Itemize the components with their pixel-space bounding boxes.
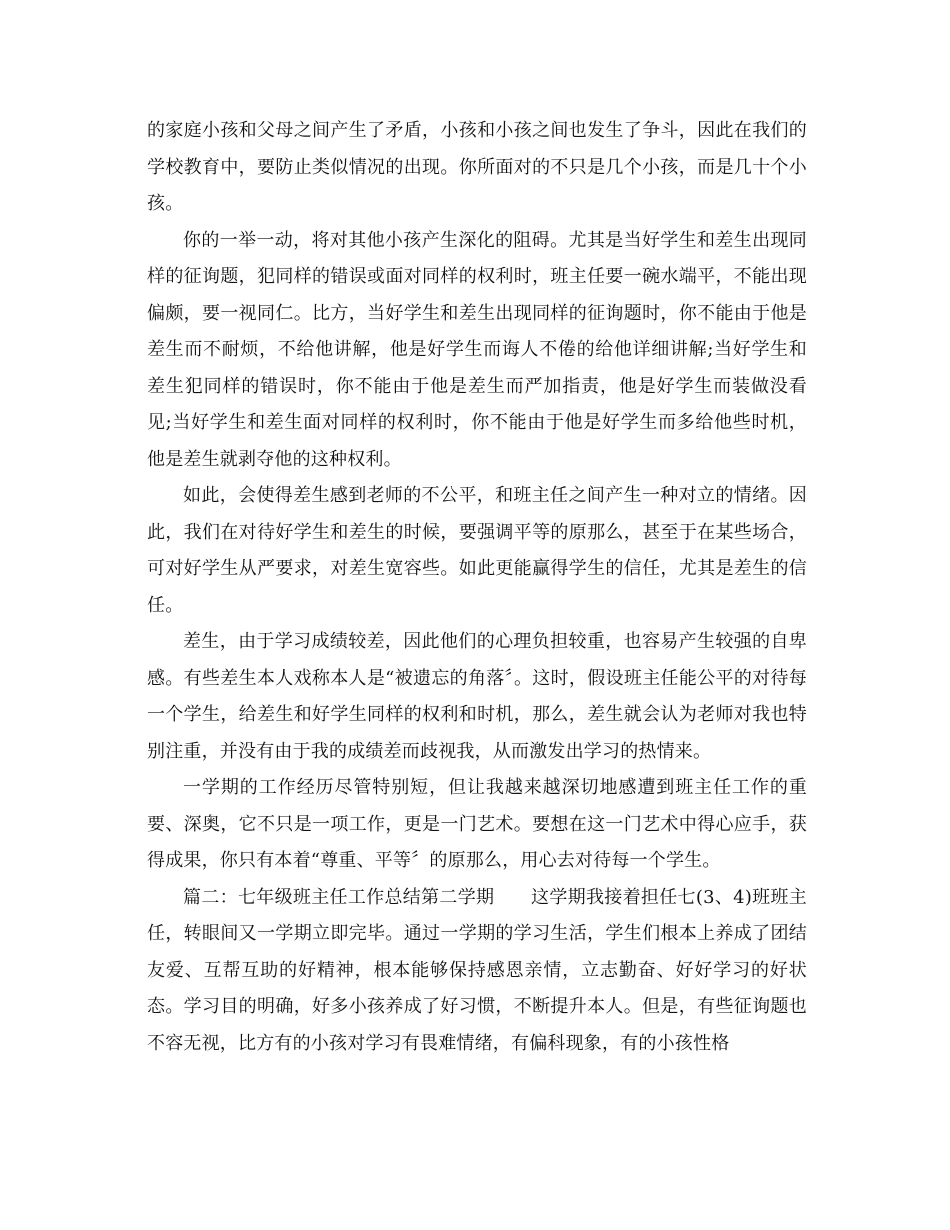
document-body <box>147 113 807 1062</box>
paragraph-3: 如此，会使得差生感到老师的不公平，和班主任之间产生一种对立的情绪。因此，我们在对待好学生和差生的时候，要强调平等的原那么，甚至于在某些场合，可对好学生从严要求，对差生宽容些。如此更能赢得学生的信任，尤其是差生的信任。 <box>147 485 807 616</box>
paragraph-6: 篇二：七年级班主任工作总结第二学期 这学期我接着担任七(3、4)班班主任，转眼间又一学期立即完毕。通过一学期的学习生活，学生们根本上养成了团结友爱、互帮互助的好精神，根本能够保持感恩亲情，立志勤奋、好好学习的好状态。学习目的明确，好多小孩养成了好习惯，不断提升本人。但是，有些征询题也不容无视，比方有的小孩对学习有畏难情绪，有偏科现象，有的小孩性格 <box>147 886 807 1054</box>
paragraph-2: 你的一举一动，将对其他小孩产生深化的阻碍。尤其是当好学生和差生出现同样的征询题，犯同样的错误或面对同样的权利时，班主任要一碗水端平，不能出现偏颇，要一视同仁。比方，当好学生和差生出现同样的征询题时，你不能由于他是差生而不耐烦，不给他讲解，他是好学生而诲人不倦的给他详细讲解;当好学生和差生犯同样的错误时，你不能由于他是差生而严加指责，他是好学生而装做没看见;当好学生和差生面对同样的权利时，你不能由于他是好学生而多给他些时机，他是差生就剥夺他的这种权利。 <box>147 229 807 470</box>
paragraph-4: 差生，由于学习成绩较差，因此他们的心理负担较重，也容易产生较强的自卑感。有些差生本人戏称本人是“被遗忘的角落〞。这时，假设班主任能公平的对待每一个学生，给差生和好学生同样的权利和时机，那么，差生就会认为老师对我也特别注重，并没有由于我的成绩差而歧视我，从而激发出学习的热情来。 <box>147 631 807 762</box>
paragraph-5: 一学期的工作经历尽管特别短，但让我越来越深切地感遭到班主任工作的重要、深奥，它不只是一项工作，更是一门艺术。要想在这一门艺术中得心应手，获得成果，你只有本着“尊重、平等〞的原那么，用心去对待每一个学生。 <box>147 777 807 871</box>
paragraph-1: 的家庭小孩和父母之间产生了矛盾，小孩和小孩之间也发生了争斗，因此在我们的学校教育中，要防止类似情况的出现。你所面对的不只是几个小孩，而是几十个小孩。 <box>147 120 807 214</box>
